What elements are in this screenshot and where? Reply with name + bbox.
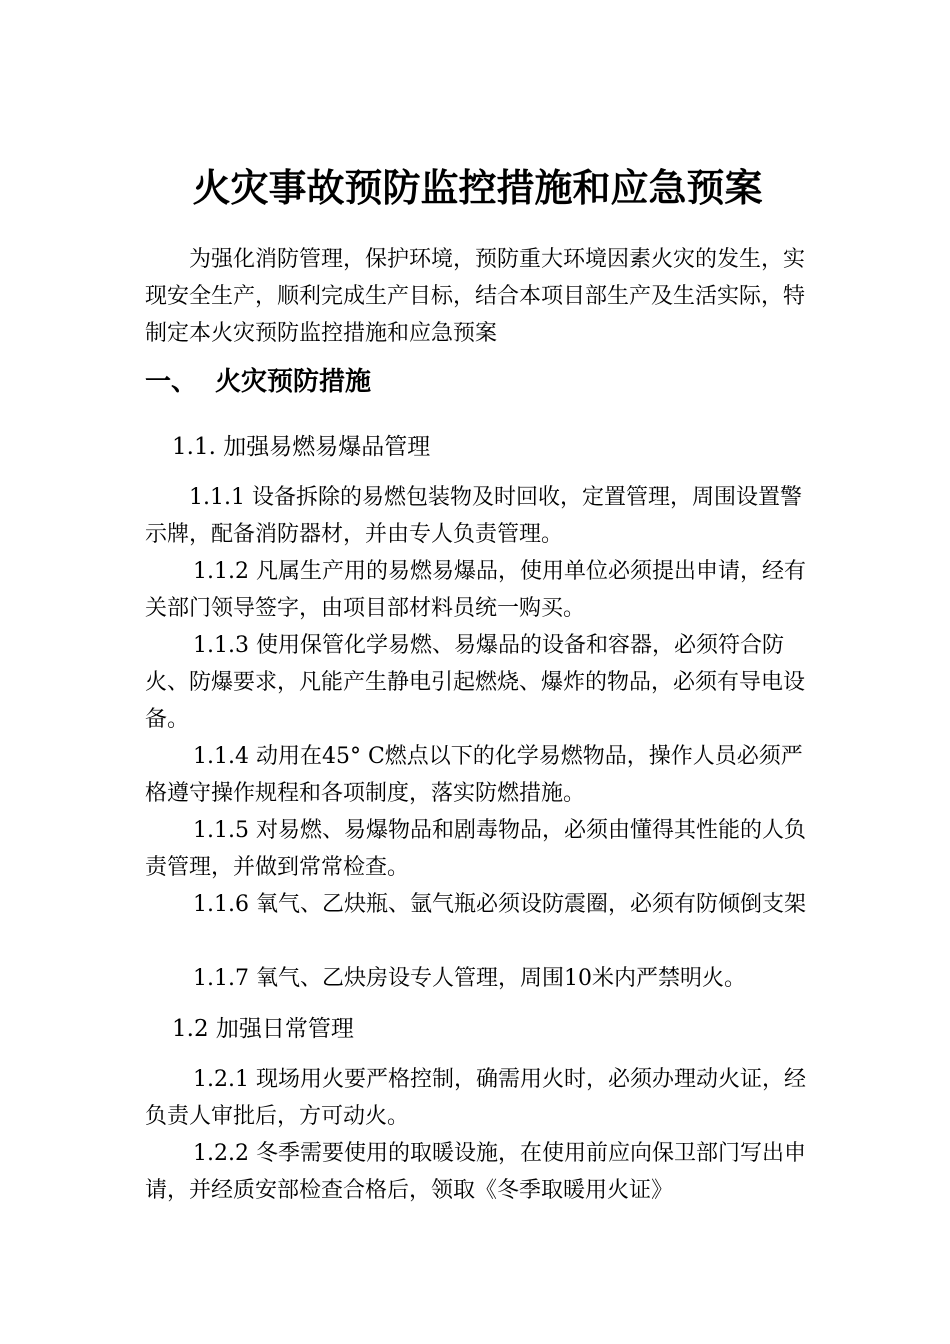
paragraph-1-1-7: 1.1.7 氧气、乙炔房设专人管理，周围10米内严禁明火。 <box>193 966 746 991</box>
section-title: 火灾预防措施 <box>215 367 372 397</box>
paragraph-1-1-6: 1.1.6 氧气、乙炔瓶、氩气瓶必须设防震圈，必须有防倾倒支架 <box>193 892 806 917</box>
paragraph-1-2-2: 1.2.2 冬季需要使用的取暖设施，在使用前应向保卫部门写出申请，并经质安部检查合格后，领取《冬季取暖用火证》 <box>145 1141 806 1203</box>
section-heading <box>145 362 810 402</box>
paragraph-1-1-4: 1.1.4 动用在45° C燃点以下的化学易燃物品，操作人员必须严格遵守操作规程和各项制度，落实防燃措施。 <box>145 744 803 806</box>
paragraph-1-1-1: 1.1.1 设备拆除的易燃包装物及时回收，定置管理，周围设置警示牌，配备消防器材，并由专人负责管理。 <box>145 485 802 547</box>
paragraph-1-1-2: 1.1.2 凡属生产用的易燃易爆品，使用单位必须提出申请，经有关部门领导签字，由项目部材料员统一购买。 <box>145 559 806 621</box>
paragraph-1-1-5: 1.1.5 对易燃、易爆物品和剧毒物品，必须由懂得其性能的人负责管理，并做到常常检查。 <box>145 818 806 880</box>
document-title: 火灾事故预防监控措施和应急预案 <box>192 165 763 210</box>
paragraph-1-2-1: 1.2.1 现场用火要严格控制，确需用火时，必须办理动火证，经负责人审批后，方可动火。 <box>145 1067 806 1129</box>
subsection-heading-1-2: 1.2 加强日常管理 <box>172 1016 354 1042</box>
section-number: 一、 <box>145 367 198 397</box>
intro-paragraph: 为强化消防管理，保护环境，预防重大环境因素火灾的发生，实现安全生产，顺利完成生产目标，结合本项目部生产及生活实际，特制定本火灾预防监控措施和应急预案 <box>145 247 806 346</box>
paragraph-1-1-3: 1.1.3 使用保管化学易燃、易爆品的设备和容器，必须符合防火、防爆要求，凡能产生静电引起燃烧、爆炸的物品，必须有导电设备。 <box>145 633 806 732</box>
subsection-heading-1-1: 1.1. 加强易燃易爆品管理 <box>172 434 431 460</box>
